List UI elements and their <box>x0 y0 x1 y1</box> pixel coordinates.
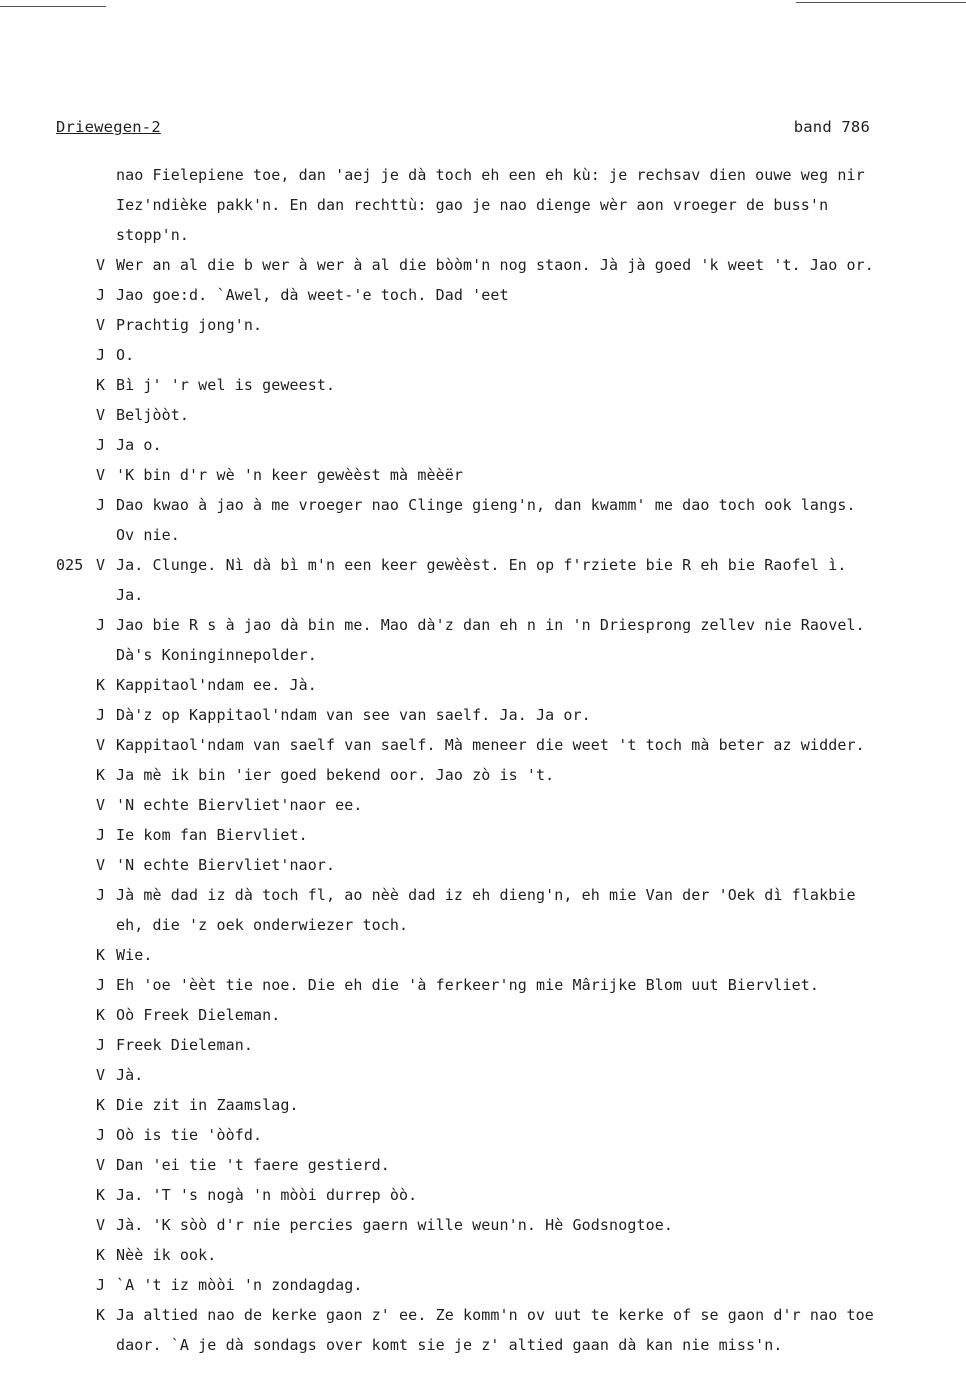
speaker-label: J <box>96 976 106 994</box>
transcript-line <box>0 760 966 790</box>
transcript-line <box>0 1120 966 1150</box>
transcript-line <box>0 730 966 760</box>
transcript-line <box>0 820 966 850</box>
utterance-text: Dà's Koninginnepolder. <box>116 646 317 664</box>
speaker-label: J <box>96 826 106 844</box>
utterance-text: Kappitaol'ndam van saelf van saelf. Mà meneer die weet 't toch mà beter az widder. <box>116 736 865 754</box>
transcript-line <box>0 1330 966 1360</box>
transcript-line <box>0 370 966 400</box>
transcript-line <box>0 280 966 310</box>
transcript-line <box>0 850 966 880</box>
utterance-text: Dan 'ei tie 't faere gestierd. <box>116 1156 390 1174</box>
speaker-label: V <box>96 1216 106 1234</box>
utterance-text: Wer an al die b wer à wer à al die bòòm'n nog staon. Jà jà goed 'k weet 't. Jao or. <box>116 256 874 274</box>
page-header <box>56 118 870 142</box>
utterance-text: Dà'z op Kappitaol'ndam van see van saelf. Ja. Ja or. <box>116 706 591 724</box>
speaker-label: V <box>96 316 106 334</box>
utterance-text: O. <box>116 346 135 364</box>
speaker-label: K <box>96 1306 106 1324</box>
utterance-text: Jà. <box>116 1066 144 1084</box>
speaker-label: J <box>96 1126 106 1144</box>
top-right-rule <box>796 2 966 3</box>
transcript-line <box>0 1270 966 1300</box>
utterance-text: Iez'ndièke pakk'n. En dan rechttù: gao je nao dienge wèr aon vroeger de buss'n <box>116 196 829 214</box>
speaker-label: V <box>96 466 106 484</box>
speaker-label: K <box>96 946 106 964</box>
speaker-label: K <box>96 676 106 694</box>
utterance-text: Prachtig jong'n. <box>116 316 263 334</box>
utterance-text: Dao kwao à jao à me vroeger nao Clinge gieng'n, dan kwamm' me dao toch ook langs. <box>116 496 856 514</box>
speaker-label: K <box>96 766 106 784</box>
utterance-text: Ja o. <box>116 436 162 454</box>
utterance-text: Ja. <box>116 586 144 604</box>
speaker-label: K <box>96 1006 106 1024</box>
speaker-label: J <box>96 1276 106 1294</box>
utterance-text: Jao bie R s à jao dà bin me. Mao dà'z dan eh n in 'n Driesprong zellev nie Raovel. <box>116 616 865 634</box>
utterance-text: Jà. 'K sòò d'r nie percies gaern wille weun'n. Hè Godsnogtoe. <box>116 1216 673 1234</box>
transcript-line <box>0 220 966 250</box>
utterance-text: `A 't iz mòòi 'n zondagdag. <box>116 1276 363 1294</box>
transcript-line <box>0 520 966 550</box>
utterance-text: Ja altied nao de kerke gaon z' ee. Ze komm'n ov uut te kerke of se gaon d'r nao toe <box>116 1306 874 1324</box>
speaker-label: K <box>96 376 106 394</box>
speaker-label: K <box>96 1246 106 1264</box>
speaker-label: K <box>96 1096 106 1114</box>
transcript-line <box>0 1300 966 1330</box>
transcript-line <box>0 340 966 370</box>
speaker-label: V <box>96 1156 106 1174</box>
utterance-text: Jao goe:d. `Awel, dà weet-'e toch. Dad 'eet <box>116 286 509 304</box>
transcript-body <box>0 160 966 1360</box>
transcript-line <box>0 490 966 520</box>
transcript-line <box>0 550 966 580</box>
utterance-text: Die zit in Zaamslag. <box>116 1096 299 1114</box>
transcript-line <box>0 1030 966 1060</box>
transcript-line <box>0 400 966 430</box>
document-title: Driewegen-2 <box>56 118 161 136</box>
utterance-text: Nèè ik ook. <box>116 1246 217 1264</box>
transcript-line <box>0 880 966 910</box>
transcript-line <box>0 1090 966 1120</box>
utterance-text: Jà mè dad iz dà toch fl, ao nèè dad iz eh dieng'n, eh mie Van der 'Oek dì flakbie <box>116 886 856 904</box>
transcript-line <box>0 460 966 490</box>
utterance-text: Kappitaol'ndam ee. Jà. <box>116 676 317 694</box>
transcript-line <box>0 190 966 220</box>
band-number: band 786 <box>793 118 870 136</box>
speaker-label: V <box>96 256 106 274</box>
utterance-text: Ja. 'T 's nogà 'n mòòi durrep òò. <box>116 1186 418 1204</box>
transcript-line <box>0 430 966 460</box>
speaker-label: J <box>96 706 106 724</box>
utterance-text: nao Fielepiene toe, dan 'aej je dà toch eh een eh kù: je rechsav dien ouwe weg nir <box>116 166 865 184</box>
transcript-line <box>0 670 966 700</box>
speaker-label: K <box>96 1186 106 1204</box>
transcript-line <box>0 1150 966 1180</box>
transcript-line <box>0 1240 966 1270</box>
speaker-label: J <box>96 436 106 454</box>
speaker-label: J <box>96 616 106 634</box>
transcript-line <box>0 1060 966 1090</box>
top-left-rule <box>0 6 106 7</box>
utterance-text: 'N echte Biervliet'naor. <box>116 856 336 874</box>
utterance-text: Ja. Clunge. Nì dà bì m'n een keer gewèèst. En op f'rziete bie R eh bie Raofel ì. <box>116 556 847 574</box>
utterance-text: Ov nie. <box>116 526 180 544</box>
utterance-text: daor. `A je dà sondags over komt sie je z' altied gaan dà kan nie miss'n. <box>116 1336 783 1354</box>
utterance-text: Oò Freek Dieleman. <box>116 1006 281 1024</box>
transcript-line <box>0 910 966 940</box>
transcript-line <box>0 1180 966 1210</box>
transcript-line <box>0 160 966 190</box>
speaker-label: V <box>96 1066 106 1084</box>
utterance-text: Eh 'oe 'èèt tie noe. Die eh die 'à ferkeer'ng mie Mârijke Blom uut Biervliet. <box>116 976 820 994</box>
transcript-line <box>0 310 966 340</box>
speaker-label: J <box>96 886 106 904</box>
utterance-text: Ie kom fan Biervliet. <box>116 826 308 844</box>
transcript-line <box>0 970 966 1000</box>
speaker-label: J <box>96 496 106 514</box>
utterance-text: Wie. <box>116 946 153 964</box>
transcript-line <box>0 610 966 640</box>
transcript-line <box>0 790 966 820</box>
utterance-text: stopp'n. <box>116 226 190 244</box>
speaker-label: V <box>96 856 106 874</box>
speaker-label: J <box>96 1036 106 1054</box>
speaker-label: V <box>96 736 106 754</box>
transcript-line <box>0 940 966 970</box>
transcript-line <box>0 1210 966 1240</box>
transcript-line <box>0 580 966 610</box>
utterance-text: Beljòòt. <box>116 406 190 424</box>
transcript-line <box>0 640 966 670</box>
utterance-text: 'N echte Biervliet'naor ee. <box>116 796 363 814</box>
speaker-label: V <box>96 406 106 424</box>
speaker-label: J <box>96 286 106 304</box>
utterance-text: Oò is tie 'òòfd. <box>116 1126 263 1144</box>
transcript-line <box>0 700 966 730</box>
utterance-text: Bì j' 'r wel is geweest. <box>116 376 336 394</box>
speaker-label: V <box>96 796 106 814</box>
utterance-text: eh, die 'z oek onderwiezer toch. <box>116 916 409 934</box>
utterance-text: 'K bin d'r wè 'n keer gewèèst mà mèèër <box>116 466 463 484</box>
utterance-text: Ja mè ik bin 'ier goed bekend oor. Jao zò is 't. <box>116 766 555 784</box>
transcript-line <box>0 1000 966 1030</box>
transcript-line <box>0 250 966 280</box>
utterance-text: Freek Dieleman. <box>116 1036 253 1054</box>
speaker-label: J <box>96 346 106 364</box>
line-number: 025 <box>56 556 84 574</box>
speaker-label: V <box>96 556 106 574</box>
